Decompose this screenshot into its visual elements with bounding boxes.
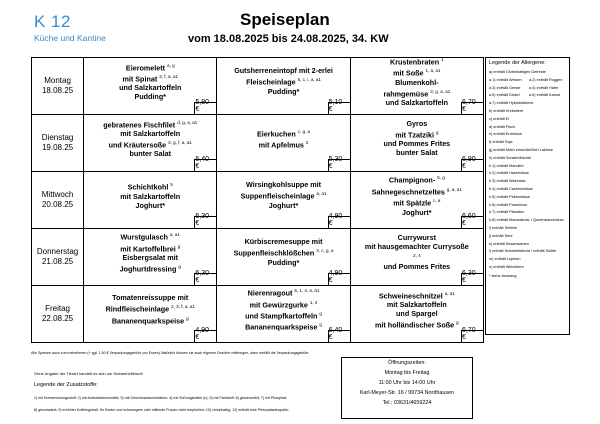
- menu-table: [31, 57, 484, 343]
- meal-price: 4,90 €: [328, 270, 343, 284]
- allergen-row: [489, 248, 566, 256]
- day-name: Mittwoch: [41, 190, 74, 199]
- meal-cell: [350, 58, 483, 115]
- day-date: 21.08.25: [41, 257, 74, 266]
- meal-cell: [84, 58, 217, 115]
- logo-name: K 12: [34, 12, 71, 31]
- meal-cell: [84, 172, 217, 229]
- price-box: [328, 327, 350, 342]
- day-date: 20.08.25: [41, 200, 74, 209]
- hours-times: 11:00 Uhr bis 14:00 Uhr: [378, 380, 436, 386]
- meal-line: und Salzkartoffeln: [385, 98, 448, 108]
- meal-description: [353, 231, 481, 273]
- meal-line: Sahnegeschnetzeltes $^{g, a, a1}$: [371, 186, 462, 197]
- allergen-row: [489, 241, 566, 249]
- allergen-entry: a.7) enthält Hybridstämme: [489, 101, 534, 106]
- day-date: 22.08.25: [41, 314, 74, 323]
- hours-address: Karl-Meyer-Str. 16 / 99734 Nordhausen: [359, 390, 455, 396]
- allergen-entry: h.2) enthält Haselnüsse: [489, 171, 529, 176]
- meal-line: Kürbiscremesuppe mit: [244, 237, 323, 247]
- allergen-entry: l) enthält Schwefeldioxid / enthält Sulfite: [489, 249, 557, 254]
- allergen-row: [489, 108, 566, 116]
- allergen-row: [489, 170, 566, 178]
- allergen-entry: h) enthält Schalenfrüchte: [489, 155, 532, 160]
- day-name: Montag: [44, 76, 71, 85]
- meal-line: und Kräutersoße $^{3, g, f, a, a1}$: [108, 140, 192, 150]
- meal-line: 2, 4: [413, 252, 421, 258]
- meal-line: Blumenkohl-: [395, 77, 439, 87]
- day-name: Freitag: [45, 304, 70, 313]
- allergen-row: [489, 256, 566, 264]
- price-box: [194, 270, 216, 285]
- allergen-entry: a.6) enthält Kamut: [529, 93, 561, 98]
- day-date: 19.08.25: [41, 143, 74, 152]
- meal-price: 5,80 €: [195, 99, 210, 113]
- meal-cell: [350, 115, 483, 172]
- meal-line: mit Kartoffelbrei $^g$: [120, 243, 181, 254]
- meal-cell: [350, 172, 483, 229]
- meal-price: 6,30 €: [195, 213, 210, 227]
- meal-price: 6,40 €: [328, 327, 343, 341]
- meal-line: bunter Salat: [396, 148, 438, 158]
- meal-line: Joghurt*: [268, 200, 299, 210]
- allergen-entry: g) enthält Milch einschließlich Laktose: [489, 147, 553, 152]
- meal-cell: [84, 115, 217, 172]
- meal-line: mit Soße $^{1, a, a1}$: [393, 68, 441, 78]
- allergen-legend: [485, 57, 570, 335]
- meal-description: [86, 288, 214, 330]
- allergen-legend-title: Legende der Allergene:: [489, 60, 546, 66]
- meal-cell: [350, 229, 483, 286]
- menu-row: [32, 286, 484, 343]
- meal-line: mit Salzkartoffeln: [120, 129, 181, 138]
- meal-line: mit hausgemachter Currysoße: [364, 241, 469, 251]
- meal-line: Fleischeinlage $^{5, c, i, a, a1}$: [246, 77, 321, 87]
- meal-line: Joghurt*: [402, 207, 432, 217]
- price-box: [194, 213, 216, 228]
- allergen-row: [489, 209, 566, 217]
- meal-line: Currywurst: [397, 232, 436, 242]
- allergen-row: [489, 178, 566, 186]
- allergen-row: [489, 147, 566, 155]
- meal-line: Pudding*: [267, 257, 300, 267]
- meal-line: Schichtkohl $^5$: [127, 182, 173, 192]
- meal-line: bunter Salat: [129, 149, 172, 159]
- meal-line: und Salzkartoffeln: [119, 83, 182, 93]
- allergen-entry: d) enthält Fisch: [489, 124, 515, 129]
- meal-cell: [350, 286, 483, 343]
- allergen-row: [489, 85, 566, 93]
- meal-description: [219, 231, 347, 273]
- meal-line: Eieromelett $^{a, g}$: [125, 62, 175, 72]
- meal-description: [86, 117, 214, 159]
- meal-cell: [217, 229, 350, 286]
- meal-line: mit Salzkartoffeln: [386, 300, 447, 309]
- meal-price: 4,90 €: [328, 213, 343, 227]
- day-cell: [32, 115, 84, 172]
- meal-description: [219, 60, 347, 102]
- meal-price: 6,90 €: [462, 156, 476, 170]
- meal-line: Rindfleischeinlage $^{2, 3, f, a, a1}$: [105, 304, 195, 314]
- allergen-entry: a.5) enthält Dinkel: [489, 93, 520, 98]
- allergen-entry: a.3) enthält Gerste: [489, 85, 521, 90]
- opening-hours-box: [341, 357, 473, 419]
- meal-price: 6,40 €: [195, 156, 210, 170]
- meal-line: Bananenquarkspeise $^g$: [245, 322, 322, 332]
- menu-row: [32, 58, 484, 115]
- meal-description: [86, 231, 214, 273]
- meal-line: rahmgemüse $^{3, g, a, a1}$: [383, 88, 451, 99]
- logo-subtitle: Küche und Kantine: [34, 33, 106, 43]
- allergen-entry: b) enthält Krebstiere: [489, 108, 524, 113]
- meal-line: und Stampfkartoffeln $^g$: [245, 311, 322, 321]
- menu-row: [32, 115, 484, 172]
- meal-price: 6,70 €: [462, 99, 476, 113]
- meal-price: 6,60 €: [462, 213, 476, 227]
- meal-line: und Pommes Frites: [383, 262, 451, 272]
- hours-phone: Tel.: 03631/4659224: [382, 400, 432, 406]
- meal-price: 5,10 €: [328, 99, 343, 113]
- meal-line: Pudding*: [267, 86, 300, 96]
- menu-row: [32, 229, 484, 286]
- allergen-entry: h.5) enthält Pekannüsse: [489, 194, 530, 199]
- meal-line: mit Apfelmus $^2$: [258, 140, 309, 150]
- allergen-entry: h.7) enthält Pistazien: [489, 210, 525, 215]
- price-box: [194, 99, 216, 114]
- meal-line: Tomatenreissuppe mit: [112, 293, 189, 303]
- price-box: [194, 156, 216, 171]
- meal-line: Schweineschnitzel $^{a, a1}$: [378, 290, 455, 300]
- allergen-entry: a.2) enthält Roggen: [529, 77, 563, 82]
- meal-price: 5,30 €: [328, 156, 343, 170]
- meal-line: Pudding*: [134, 92, 167, 102]
- meal-cell: [217, 172, 350, 229]
- meal-price: 4,90 €: [195, 327, 210, 341]
- allergen-row: [489, 217, 566, 225]
- meal-description: [353, 117, 481, 159]
- meal-description: [86, 60, 214, 102]
- meal-line: Eisbergsalat mit: [122, 253, 178, 263]
- meal-description: [86, 174, 214, 216]
- meal-line: mit Salzkartoffeln: [120, 191, 181, 201]
- day-date: 18.08.25: [41, 86, 74, 95]
- additives-line-2: 8) geschwärzt; 9) erhöhter Koffeingehalt, für Kinder und schwangere oder stillende Frauen nicht empfohlen; 10) chininhaltig; 12) enthält eine Phenylalaninquelle;: [34, 408, 290, 412]
- price-box: [461, 327, 483, 342]
- meal-line: Wirsingkohlsuppe mit: [246, 180, 322, 190]
- allergen-entry: a.4) enthält Hafer: [529, 85, 559, 90]
- day-cell: [32, 229, 84, 286]
- additives-title: Legende der Zusatzstoffe:: [34, 382, 98, 388]
- allergen-entry: h.3) enthält Walnüsse: [489, 179, 526, 184]
- meal-price: 6,70 €: [462, 327, 476, 341]
- meal-line: und Spargel: [396, 309, 438, 318]
- meal-cell: [217, 286, 350, 343]
- meal-line: Champignon- $^{5, g}$: [388, 175, 445, 185]
- hours-title: Öffnungszeiten:: [388, 360, 426, 366]
- allergen-row: [489, 225, 566, 233]
- takeaway-footnote: Alle Speisen auch zum mitnehmen (+ ggf. 1,50 € Verpackungsgebühr pro Essen) Natürlich können sie auch eigenes Geschirr mitbringen, dann entfällt die Verpackungsgebühr.: [31, 351, 310, 355]
- additives-line-1: 1) mit Konservierungsstoff; 2) mit Antioxidationsmittel; 3) mit Geschmacksverstärker; 4) mit Süßungsmittel (n); 5) mit Farbstoff; 6) geschwefelt; 7) mit Phosphat;: [34, 396, 287, 400]
- meal-line: mit Tzatziki $^g$: [395, 129, 439, 140]
- meal-line: Suppenfleischeinlage $^{a, a1}$: [240, 191, 327, 201]
- allergen-entry: k) enthält Sesamsamen: [489, 241, 529, 246]
- price-box: [461, 213, 483, 228]
- allergen-entry: h.4) enthält Cashewnüsse: [489, 186, 533, 191]
- meal-line: gebratenes Fischfilet $^{d, g, a, a1}$: [103, 119, 198, 129]
- menu-row: [32, 172, 484, 229]
- allergen-row: [489, 155, 566, 163]
- meal-price: 6,30 €: [462, 270, 476, 284]
- hours-days: Montag bis Freitag: [384, 370, 430, 376]
- price-box: [461, 270, 483, 285]
- allergen-row: [489, 116, 566, 124]
- allergen-entry: n) enthält Weichtiere: [489, 264, 524, 269]
- meal-description: [353, 288, 481, 330]
- allergen-row: [489, 100, 566, 108]
- price-box: [328, 99, 350, 114]
- allergen-row: [489, 163, 566, 171]
- day-cell: [32, 58, 84, 115]
- meal-cell: [217, 115, 350, 172]
- meal-line: Krustenbraten $^1$: [390, 56, 444, 67]
- meal-line: Eierkuchen $^{c, g, a}$: [257, 128, 311, 138]
- meal-line: Bananenquarkspeise $^g$: [111, 315, 189, 325]
- page-subtitle: vom 18.08.2025 bis 24.08.2025, 34. KW: [188, 33, 389, 45]
- allergen-row: [489, 233, 566, 241]
- allergen-row: [489, 186, 566, 194]
- allergen-row: [489, 69, 566, 77]
- meal-line: Gyros: [406, 118, 428, 128]
- meal-line: mit holländischer Soße $^g$: [375, 320, 459, 330]
- allergen-entry: f) enthält Soja: [489, 140, 513, 145]
- allergen-row: [489, 194, 566, 202]
- price-box: [328, 156, 350, 171]
- allergen-entry: a) enthält Glutenhaltiges Getreide: [489, 70, 546, 74]
- day-name: Dienstag: [41, 133, 74, 142]
- allergen-entry: h.6) enthält Paranüsse: [489, 202, 528, 207]
- allergen-entry: c) enthält Ei: [489, 116, 510, 121]
- logo: [34, 12, 144, 46]
- meal-line: mit Gewürzgurke $^{1, 4}$: [249, 299, 318, 309]
- allergen-entry: m) enthält Lupinen: [489, 257, 521, 262]
- meal-line: Joghurt*: [135, 200, 166, 210]
- allergen-note: * siehe Aushang: [489, 273, 517, 278]
- price-box: [194, 327, 216, 342]
- price-box: [328, 270, 350, 285]
- day-cell: [32, 286, 84, 343]
- page-title: Speiseplan: [240, 10, 330, 29]
- meal-description: [219, 117, 347, 159]
- meal-line: mit Spätzle $^{c, a}$: [393, 198, 441, 208]
- meal-line: und Pommes Frites: [383, 139, 451, 149]
- allergen-row: [489, 131, 566, 139]
- meal-line: Suppenfleischklößchen $^{3, c, g, a}$: [233, 248, 334, 258]
- day-name: Donnerstag: [36, 247, 79, 256]
- meal-line: mit Spinat $^{3, f, a, a1}$: [122, 74, 178, 84]
- day-cell: [32, 172, 84, 229]
- meal-cell: [217, 58, 350, 115]
- meal-description: [219, 174, 347, 216]
- allergen-entry: i) enthält Sellerie: [489, 225, 518, 230]
- allergen-entry: h.8) enthält Macadamia- / Queenslandnüsse: [489, 218, 564, 223]
- allergen-row: [489, 202, 566, 210]
- allergen-row: [489, 139, 566, 147]
- meal-line: Gutsherreneintopf mit 2-erlei: [234, 66, 333, 76]
- meal-description: [219, 288, 347, 330]
- allergen-entry: j) enthält Senf: [489, 233, 513, 238]
- meal-line: Joghurtdressing $^g$: [119, 264, 181, 274]
- meal-cell: [84, 286, 217, 343]
- allergen-row: [489, 77, 566, 85]
- allergen-row: [489, 92, 566, 100]
- allergen-row: [489, 124, 566, 132]
- meal-line: Wurstgulasch $^{a, a1}$: [120, 232, 180, 242]
- price-box: [328, 213, 350, 228]
- allergen-entry: h.1) enthält Mandeln: [489, 163, 524, 168]
- price-box: [461, 156, 483, 171]
- meat-hint: Ohne Angabe der Tierart handelt es sich um Schweinefleisch!: [34, 371, 144, 376]
- meal-price: 6,30 €: [195, 270, 210, 284]
- allergen-entry: a.1) enthält Weizen: [489, 77, 522, 82]
- allergen-row: [489, 264, 566, 272]
- price-box: [461, 99, 483, 114]
- allergen-entry: e) enthält Erdnüsse: [489, 132, 522, 137]
- meal-cell: [84, 229, 217, 286]
- meal-line: Nierenragout $^{5, 1, 4, a, a1}$: [247, 288, 320, 298]
- meal-description: [353, 174, 481, 216]
